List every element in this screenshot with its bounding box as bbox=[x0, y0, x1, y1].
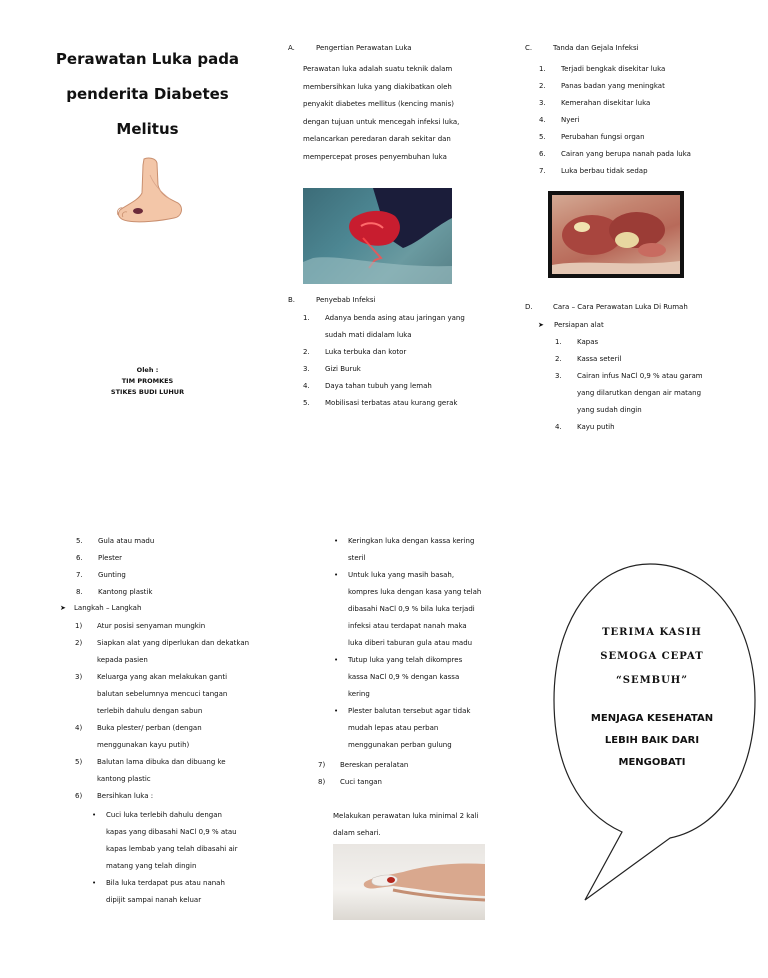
bullet-line: kering bbox=[348, 690, 370, 698]
list-text: Kantong plastik bbox=[98, 588, 153, 596]
section-b-heading bbox=[288, 296, 375, 304]
title-line-2: penderita Diabetes bbox=[66, 85, 229, 103]
list-text: Gizi Buruk bbox=[325, 365, 361, 373]
step-number: 4) bbox=[75, 724, 83, 732]
list-text: yang sudah dingin bbox=[577, 406, 642, 414]
list-item bbox=[555, 351, 703, 368]
cleaning-bullets bbox=[106, 807, 238, 909]
care-bullets bbox=[348, 533, 481, 754]
bullet-item bbox=[348, 652, 481, 703]
step-number: 3) bbox=[75, 673, 83, 681]
bullet-line: menggunakan perban gulung bbox=[348, 741, 452, 749]
step-item bbox=[75, 652, 249, 669]
list-number: 3. bbox=[303, 365, 310, 373]
step-number: 8) bbox=[318, 778, 326, 786]
list-number: 4. bbox=[555, 423, 562, 431]
list-item bbox=[76, 550, 154, 567]
list-number: 7. bbox=[539, 167, 546, 175]
list-text: Daya tahan tubuh yang lemah bbox=[325, 382, 432, 390]
steps-heading-text: Langkah – Langkah bbox=[74, 604, 142, 612]
list-item bbox=[539, 95, 691, 112]
list-number: 3. bbox=[539, 99, 546, 107]
list-text: Panas badan yang meningkat bbox=[561, 82, 665, 90]
list-number: 8. bbox=[76, 588, 83, 596]
step-text: Balutan lama dibuka dan dibuang ke bbox=[97, 758, 226, 766]
bandaged-hand-photo bbox=[333, 844, 485, 920]
bullet-line: matang yang telah dingin bbox=[106, 862, 197, 870]
list-text: sudah mati didalam luka bbox=[325, 331, 412, 339]
section-a-line: Perawatan luka adalah suatu teknik dalam bbox=[303, 65, 453, 73]
section-a-heading bbox=[288, 44, 412, 52]
step-number: 7) bbox=[318, 761, 326, 769]
list-text: yang dilarutkan dengan air matang bbox=[577, 389, 702, 397]
bullet-item bbox=[348, 533, 481, 567]
author-by: Oleh : bbox=[136, 366, 159, 374]
step-text: kepada pasien bbox=[97, 656, 148, 664]
section-a-line: penyakit diabetes mellitus (kencing manis) bbox=[303, 100, 454, 108]
list-text: Cairan infus NaCl 0,9 % atau garam bbox=[577, 372, 703, 380]
list-text: Kassa seteril bbox=[577, 355, 622, 363]
balloon-sembuh: “SEMBUH” bbox=[615, 675, 689, 686]
step-number: 2) bbox=[75, 639, 83, 647]
list-number: 2. bbox=[555, 355, 562, 363]
section-d-list bbox=[555, 334, 703, 436]
step-item bbox=[75, 635, 249, 652]
list-item bbox=[555, 402, 703, 419]
section-a-line: dengan tujuan untuk mencegah infeksi luka, bbox=[303, 117, 460, 126]
step-text: balutan sebelumnya mencuci tangan bbox=[97, 690, 228, 698]
diabetic-foot-illustration bbox=[110, 155, 185, 230]
list-text: Perubahan fungsi organ bbox=[561, 133, 645, 141]
list-number: 5. bbox=[539, 133, 546, 141]
author-team: TIM PROMKES bbox=[121, 377, 174, 385]
bullet-item bbox=[106, 807, 238, 875]
bullet-line: • Cuci luka terlebih dahulu dengan bbox=[106, 811, 222, 819]
step-item bbox=[75, 754, 249, 771]
step-item bbox=[75, 788, 249, 805]
final-steps bbox=[318, 757, 408, 791]
section-c-title: Tanda dan Gejala Infeksi bbox=[553, 44, 639, 52]
list-item bbox=[555, 419, 703, 436]
list-number: 1. bbox=[303, 314, 310, 322]
title-line-1: Perawatan Luka pada bbox=[55, 50, 240, 68]
section-b-list bbox=[303, 310, 465, 412]
step-text: Cuci tangan bbox=[340, 778, 382, 786]
list-text: Mobilisasi terbatas atau kurang gerak bbox=[325, 399, 458, 407]
steps-heading bbox=[60, 604, 141, 612]
step-text: menggunakan kayu putih) bbox=[97, 741, 190, 749]
list-item bbox=[539, 61, 691, 78]
wound-photo-inner bbox=[552, 195, 680, 274]
list-item bbox=[303, 327, 465, 344]
list-item bbox=[555, 334, 703, 351]
list-item bbox=[76, 584, 154, 601]
bullet-line: • Keringkan luka dengan kassa kering bbox=[348, 537, 475, 545]
list-text: Gunting bbox=[98, 571, 126, 579]
balloon-cure: MENGOBATI bbox=[618, 757, 686, 768]
step-item bbox=[318, 757, 408, 774]
list-item bbox=[555, 368, 703, 385]
list-item bbox=[539, 129, 691, 146]
section-a-line: membersihkan luka yang diakibatkan oleh bbox=[303, 82, 452, 91]
section-c-heading bbox=[525, 44, 639, 52]
section-a-paragraph bbox=[303, 61, 487, 166]
list-item bbox=[303, 361, 465, 378]
author-school: STIKES BUDI LUHUR bbox=[110, 388, 185, 396]
step-text: Buka plester/ perban (dengan bbox=[97, 724, 202, 732]
bullet-item bbox=[348, 567, 481, 652]
list-number: 1. bbox=[539, 65, 546, 73]
list-item bbox=[303, 344, 465, 361]
list-number: 6. bbox=[539, 150, 546, 158]
bullet-item bbox=[348, 703, 481, 754]
bullet-line: • Bila luka terdapat pus atau nanah bbox=[106, 879, 225, 887]
section-d-subheading bbox=[538, 321, 604, 329]
list-item bbox=[76, 567, 154, 584]
step-text: terlebih dahulu dengan sabun bbox=[97, 707, 203, 715]
list-text: Kapas bbox=[577, 338, 599, 346]
infected-wound-photo bbox=[548, 191, 684, 278]
list-text: Kayu putih bbox=[577, 423, 615, 431]
list-text: Kemerahan disekitar luka bbox=[561, 99, 651, 107]
bullet-line: kassa NaCl 0,9 % dengan kassa bbox=[348, 673, 460, 681]
list-item bbox=[539, 112, 691, 129]
step-text: Keluarga yang akan melakukan ganti bbox=[97, 673, 228, 681]
bullet-line: steril bbox=[348, 554, 366, 562]
foot-light-therapy-photo bbox=[303, 188, 452, 284]
list-text: Luka terbuka dan kotor bbox=[325, 348, 407, 356]
note-line: Melakukan perawatan luka minimal 2 kali bbox=[333, 812, 479, 820]
bullet-line: kompres luka dengan kasa yang telah bbox=[348, 588, 482, 596]
step-item bbox=[75, 618, 249, 635]
step-number: 1) bbox=[75, 622, 83, 630]
balloon-get-well: SEMOGA CEPAT bbox=[600, 651, 704, 662]
list-number: 4. bbox=[539, 116, 546, 124]
list-number: 2. bbox=[303, 348, 310, 356]
step-number: 6) bbox=[75, 792, 83, 800]
bullet-item bbox=[106, 875, 238, 909]
steps-list bbox=[75, 618, 249, 805]
list-text: Terjadi bengkak disekitar luka bbox=[561, 65, 666, 73]
balloon-better: LEBIH BAIK DARI bbox=[604, 735, 700, 746]
arrow-bullet-icon: ➤ bbox=[538, 321, 544, 329]
title-line-3: Melitus bbox=[116, 120, 179, 138]
list-item bbox=[303, 378, 465, 395]
list-text: Adanya benda asing atau jaringan yang bbox=[325, 314, 465, 322]
balloon-health: MENJAGA KESEHATAN bbox=[590, 713, 714, 724]
bullet-line: dipijit sampai nanah keluar bbox=[106, 896, 202, 904]
step-text: Atur posisi senyaman mungkin bbox=[97, 622, 206, 630]
step-text: Siapkan alat yang diperlukan dan dekatkan bbox=[97, 639, 250, 647]
step-item bbox=[75, 686, 249, 703]
section-c-letter: C. bbox=[525, 44, 533, 52]
bullet-line: kapas yang dibasahi NaCl 0,9 % atau bbox=[106, 828, 237, 836]
list-number: 7. bbox=[76, 571, 83, 579]
list-number: 5. bbox=[76, 537, 83, 545]
bullet-line: infeksi atau terdapat nanah maka bbox=[348, 622, 467, 630]
list-item bbox=[539, 146, 691, 163]
step-item bbox=[75, 703, 249, 720]
list-number: 5. bbox=[303, 399, 310, 407]
list-text: Nyeri bbox=[561, 116, 580, 124]
section-b-title: Penyebab Infeksi bbox=[316, 296, 376, 304]
section-d-sub: Persiapan alat bbox=[554, 321, 604, 329]
list-number: 2. bbox=[539, 82, 546, 90]
section-c-list bbox=[539, 61, 691, 180]
arrow-bullet-icon: ➤ bbox=[60, 604, 66, 612]
note-line: dalam sehari. bbox=[333, 829, 381, 837]
section-a-title: Pengertian Perawatan Luka bbox=[316, 44, 412, 52]
list-item bbox=[303, 395, 465, 412]
bullet-line: luka diberi taburan gula atau madu bbox=[348, 639, 473, 647]
section-a-line: melancarkan peredaran darah sekitar dan bbox=[303, 135, 451, 143]
bullet-line: mudah lepas atau perban bbox=[348, 724, 439, 732]
list-item bbox=[555, 385, 703, 402]
list-item bbox=[303, 310, 465, 327]
list-text: Plester bbox=[98, 554, 123, 562]
step-item bbox=[75, 669, 249, 686]
bullet-line: dibasahi NaCl 0,9 % bila luka terjadi bbox=[348, 605, 475, 613]
section-a-letter: A. bbox=[288, 44, 295, 52]
section-d-title: Cara – Cara Perawatan Luka Di Rumah bbox=[553, 303, 688, 311]
section-d-letter: D. bbox=[525, 303, 533, 311]
list-item bbox=[539, 163, 691, 180]
step-text: Bersihkan luka : bbox=[97, 792, 154, 800]
bullet-line: • Plester balutan tersebut agar tidak bbox=[348, 707, 471, 715]
step-item bbox=[75, 720, 249, 737]
step-item bbox=[318, 774, 408, 791]
balloon-thanks: TERIMA KASIH bbox=[602, 627, 702, 638]
step-item bbox=[75, 737, 249, 754]
section-a-line: mempercepat proses penyembuhan luka bbox=[303, 152, 447, 161]
list-number: 3. bbox=[555, 372, 562, 380]
list-text: Gula atau madu bbox=[98, 537, 155, 545]
step-number: 5) bbox=[75, 758, 83, 766]
list-item bbox=[76, 533, 154, 550]
section-b-letter: B. bbox=[288, 296, 296, 304]
step-item bbox=[75, 771, 249, 788]
bullet-line: • Tutup luka yang telah dikompres bbox=[348, 656, 463, 664]
list-number: 4. bbox=[303, 382, 310, 390]
list-number: 1. bbox=[555, 338, 562, 346]
list-number: 6. bbox=[76, 554, 83, 562]
list-text: Luka berbau tidak sedap bbox=[561, 167, 648, 175]
list-text: Cairan yang berupa nanah pada luka bbox=[561, 150, 691, 158]
step-text: Bereskan peralatan bbox=[340, 761, 409, 769]
step-text: kantong plastic bbox=[97, 775, 151, 783]
tools-list-continued bbox=[76, 533, 154, 601]
bullet-line: • Untuk luka yang masih basah, bbox=[348, 571, 455, 579]
frequency-note bbox=[333, 808, 478, 842]
list-item bbox=[539, 78, 691, 95]
section-d-heading bbox=[525, 303, 688, 311]
bullet-line: kapas lembab yang telah dibasahi air bbox=[106, 845, 238, 853]
